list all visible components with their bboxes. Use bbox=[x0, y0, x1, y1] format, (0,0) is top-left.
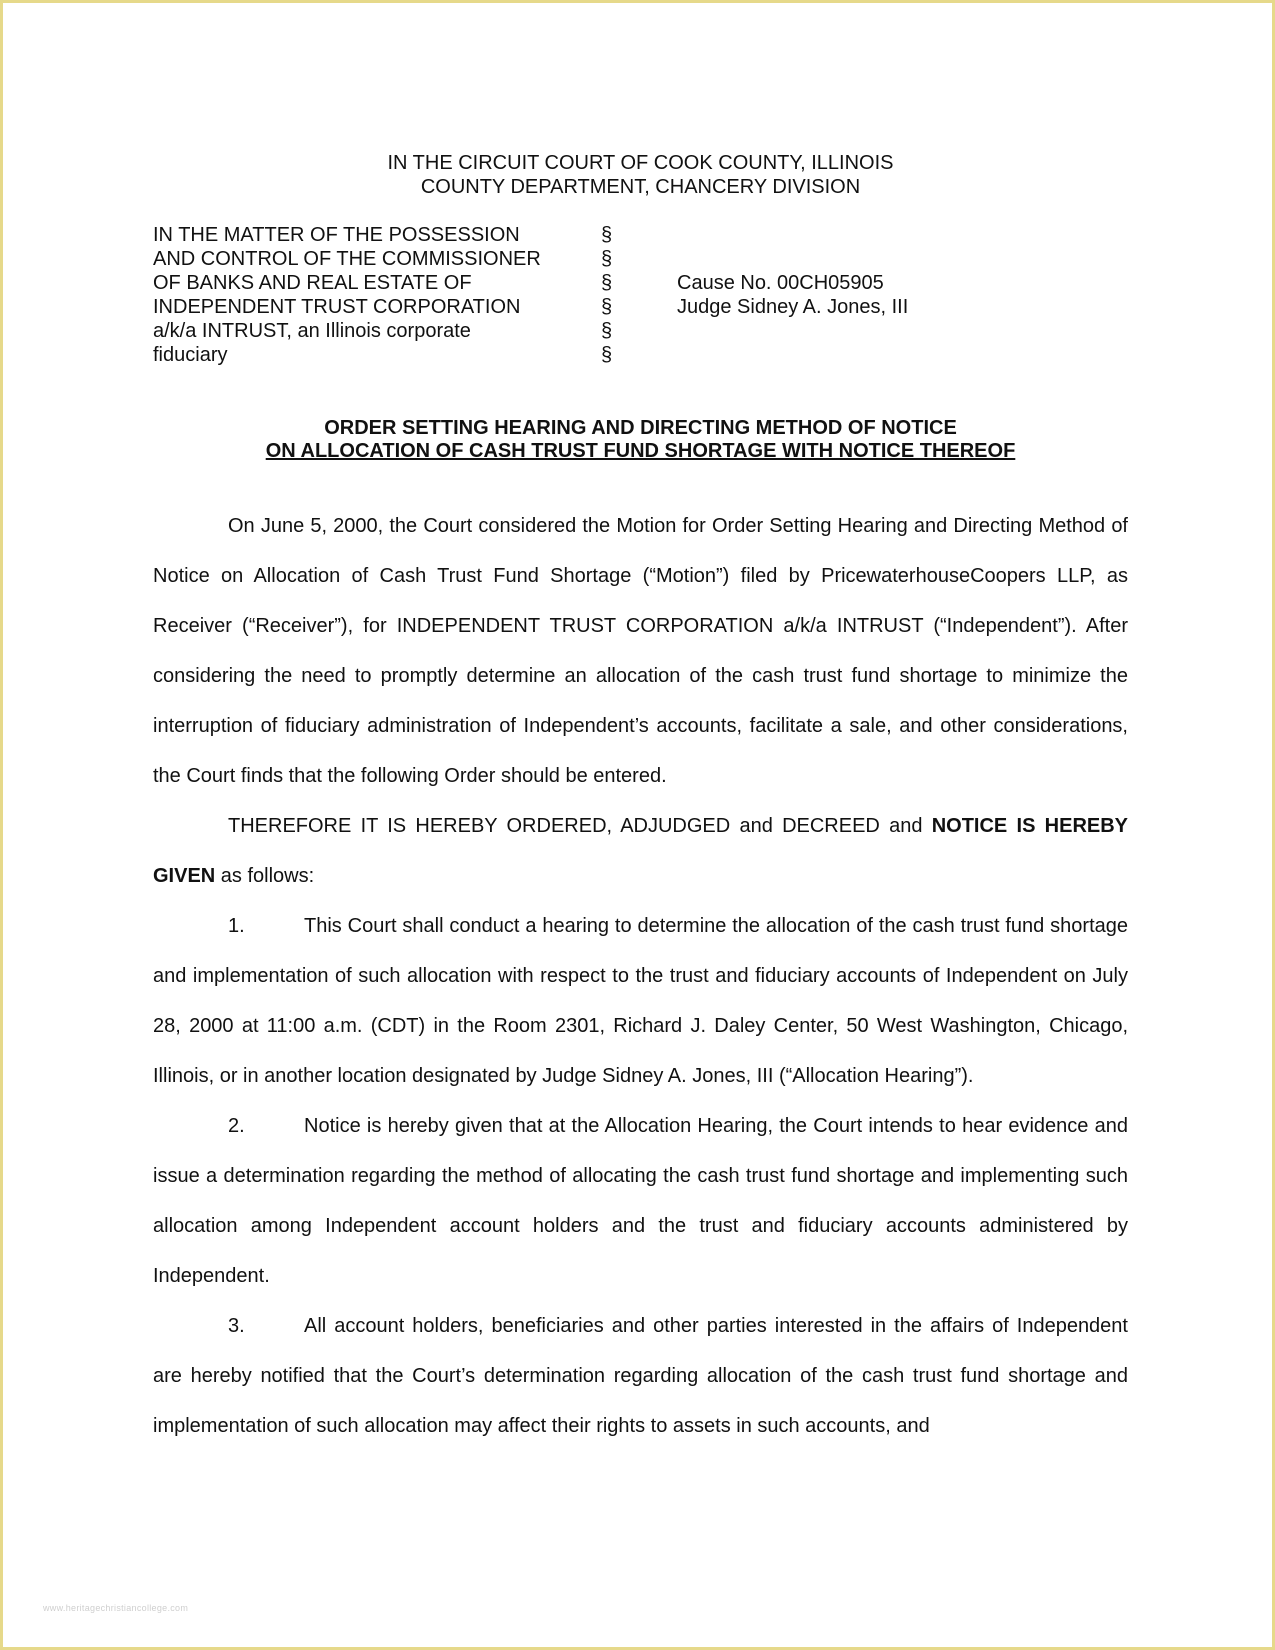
numbered-paragraph bbox=[153, 1301, 1128, 1451]
paragraph-text: This Court shall conduct a hearing to determine the allocation of the cash trust fund shortage and implementation of such allocation with respect to the trust and fiduciary accounts of Independent on July 28, 2000 at 11:00 a.m. (CDT) in the Room 2301, Richard J. Daley Center, 50 West Washington, Chicago, Illinois, or in another location designated by Judge Sidney A. Jones, III (“Allocation Hearing”). bbox=[153, 915, 1128, 1087]
party-line: IN THE MATTER OF THE POSSESSION bbox=[153, 224, 520, 246]
court-header bbox=[3, 151, 1275, 199]
section-mark: § bbox=[601, 320, 613, 342]
paragraph-text: Notice is hereby given that at the Allocation Hearing, the Court intends to hear evidence and issue a determination regarding the method of allocating the cash trust fund shortage and implementing such allocation among Independent account holders and the trust and fiduciary accounts administered by Independent. bbox=[153, 1115, 1128, 1287]
therefore-suffix: as follows: bbox=[215, 865, 315, 887]
order-title-line2: ON ALLOCATION OF CASH TRUST FUND SHORTAGE WITH NOTICE THEREOF bbox=[265, 440, 1016, 462]
party-line: AND CONTROL OF THE COMMISSIONER bbox=[153, 248, 541, 270]
section-marks bbox=[601, 223, 621, 367]
intro-paragraph: On June 5, 2000, the Court considered the Motion for Order Setting Hearing and Directing Method of Notice on Allocation of Cash Trust Fund Shortage (“Motion”) filed by PricewaterhouseCoopers LLP, as Receiver (“Receiver”), for INDEPENDENT TRUST CORPORATION a/k/a INTRUST (“Independent”). After considering the need to promptly determine an allocation of the cash trust fund shortage to minimize the interruption of fiduciary administration of Independent’s accounts, facilitate a sale, and other considerations, the Court finds that the following Order should be entered. bbox=[153, 515, 1128, 787]
therefore-paragraph bbox=[153, 801, 1128, 901]
order-body bbox=[153, 501, 1128, 1451]
paragraph-number: 3. bbox=[228, 1315, 245, 1337]
therefore-bold: NOTICE IS HEREBY GIVEN bbox=[153, 815, 1129, 887]
cause-block bbox=[677, 271, 1037, 319]
section-mark: § bbox=[601, 248, 613, 270]
watermark-text: www.heritagechristiancollege.com bbox=[43, 1603, 189, 1613]
judge-name: Judge Sidney A. Jones, III bbox=[677, 296, 909, 318]
therefore-prefix: THEREFORE IT IS HEREBY ORDERED, ADJUDGED and DECREED and bbox=[228, 815, 932, 837]
paragraph-number: 2. bbox=[228, 1115, 245, 1137]
section-mark: § bbox=[601, 224, 613, 246]
section-mark: § bbox=[601, 344, 613, 366]
paragraph-number: 1. bbox=[228, 915, 245, 937]
party-block bbox=[153, 223, 593, 367]
cause-number: Cause No. 00CH05905 bbox=[677, 272, 884, 294]
numbered-paragraph bbox=[153, 1101, 1128, 1301]
party-line: INDEPENDENT TRUST CORPORATION bbox=[153, 296, 521, 318]
party-line: a/k/a INTRUST, an Illinois corporate bbox=[153, 320, 471, 342]
section-mark: § bbox=[601, 272, 613, 294]
party-line: fiduciary bbox=[153, 344, 228, 366]
numbered-paragraph bbox=[153, 901, 1128, 1101]
court-name: IN THE CIRCUIT COURT OF COOK COUNTY, ILLINOIS bbox=[387, 152, 894, 174]
case-caption bbox=[153, 223, 1153, 373]
section-mark: § bbox=[601, 296, 613, 318]
court-division: COUNTY DEPARTMENT, CHANCERY DIVISION bbox=[420, 176, 861, 198]
paragraph-text: All account holders, beneficiaries and other parties interested in the affairs of Independent are hereby notified that the Court’s determination regarding allocation of the cash trust fund shortage and implementation of such allocation may affect their rights to assets in such accounts, and bbox=[153, 1315, 1128, 1437]
order-title-line1: ORDER SETTING HEARING AND DIRECTING METHOD OF NOTICE bbox=[324, 417, 957, 439]
order-title bbox=[3, 417, 1275, 463]
party-line: OF BANKS AND REAL ESTATE OF bbox=[153, 272, 472, 294]
